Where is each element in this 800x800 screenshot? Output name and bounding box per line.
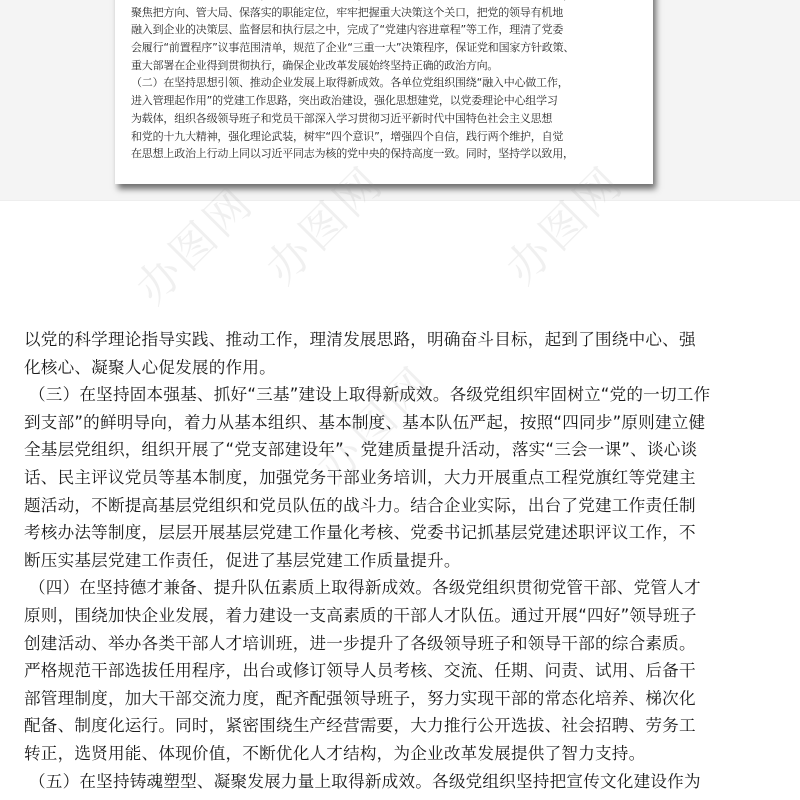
watermark: 办图网 (306, 356, 445, 495)
section-heading-line: （三）在坚持固本强基、抓好“三基”建设上取得新成效。各级党组织牢固树立“党的一切工作 (29, 385, 711, 405)
preview-line: 重大部署在企业得到贯彻执行，确保企业改革发展始终坚持正确的政治方向。 (131, 58, 499, 72)
body-line: 断压实基层党建工作责任，促进了基层党建工作质量提升。 (24, 550, 461, 570)
preview-line: （二）在坚持思想引领、推动企业发展上取得新成效。各单位党组织围绕“融入中心做工作， (131, 76, 569, 90)
body-line: 考核办法等制度，层层开展基层党建工作量化考核、党委书记抓基层党建述职评议工作，不 (24, 523, 696, 543)
section-heading-line: （四）在坚持德才兼备、提升队伍素质上取得新成效。各级党组织贯彻党管干部、党管人才 (29, 578, 701, 598)
body-line: 创建活动、举办各类干部人才培训班，进一步提升了各级领导班子和领导干部的综合素质。 (24, 633, 696, 653)
body-line: 严格规范干部选拔任用程序，出台或修订领导人员考核、交流、任期、问责、试用、后备干 (24, 661, 696, 681)
body-line: 部管理制度，加大干部交流力度，配齐配强领导班子，努力实现干部的常态化培养、梯次化 (24, 688, 696, 708)
preview-text-block (131, 0, 639, 163)
watermark: 办图网 (126, 176, 265, 315)
watermark: 办图网 (496, 156, 635, 295)
body-line: 转正，选贤用能、体现价值，不断优化人才结构，为企业改革发展提供了智力支持。 (24, 743, 646, 763)
preview-line: 聚焦把方向、管大局、保落实的职能定位，牢牢把握重大决策这个关口，把党的领导有机地 (131, 5, 563, 19)
body-line: 化核心、凝聚人心促发展的作用。 (24, 357, 276, 377)
preview-line: 进入管理起作用”的党建工作思路，突出政治建设，强化思想建党，以党委理论中心组学习 (131, 94, 558, 108)
body-line: 到支部”的鲜明导向，着力从基本组织、基本制度、基本队伍严起，按照“四同步”原则建立健 (24, 412, 706, 432)
preview-line: 和党的十九大精神，强化理论武装，树牢“四个意识”，增强四个自信，践行两个维护，自觉 (131, 129, 564, 143)
preview-panel (0, 0, 800, 201)
body-line: 以党的科学理论指导实践、推动工作，理清发展思路，明确奋斗目标，起到了围绕中心、强 (24, 330, 696, 349)
preview-line: 会履行“前置程序”议事范围清单，规范了企业“三重一大”决策程序，保证党和国家方针政策、 (131, 41, 575, 55)
body-line: 全基层党组织，组织开展了“党支部建设年”、党建质量提升活动，落实“三会一课”、谈心谈 (24, 440, 698, 460)
watermark: 办图网 (256, 156, 395, 295)
body-line: 题活动，不断提高基层党组织和党员队伍的战斗力。结合企业实际，出台了党建工作责任制 (24, 495, 696, 515)
preview-line: 为载体，组织各级领导班子和党员干部深入学习贯彻习近平新时代中国特色社会主义思想 (131, 111, 553, 125)
body-line: 原则，围绕加快企业发展，着力建设一支高素质的干部人才队伍。通过开展“四好”领导班子 (24, 605, 697, 625)
body-line: 配备、制度化运行。同时，紧密围绕生产经营需要，大力推行公开选拔、社会招聘、劳务工 (24, 716, 696, 736)
section-heading-line: （五）在坚持铸魂塑型、凝聚发展力量上取得新成效。各级党组织坚持把宣传文化建设作为 (29, 771, 701, 791)
preview-line: 融入到企业的决策层、监督层和执行层之中，完成了“党建内容进章程”等工作，理清了党委 (131, 23, 564, 37)
preview-line: 在思想上政治上行动上同以习近平同志为核的党中央的保持高度一致。同时，坚持学以致用， (131, 147, 574, 161)
body-line: 话、民主评议党员等基本制度，加强党务干部业务培训，大力开展重点工程党旗红等党建主 (24, 467, 696, 487)
document-preview-page (115, 0, 653, 184)
document-body (24, 326, 784, 795)
